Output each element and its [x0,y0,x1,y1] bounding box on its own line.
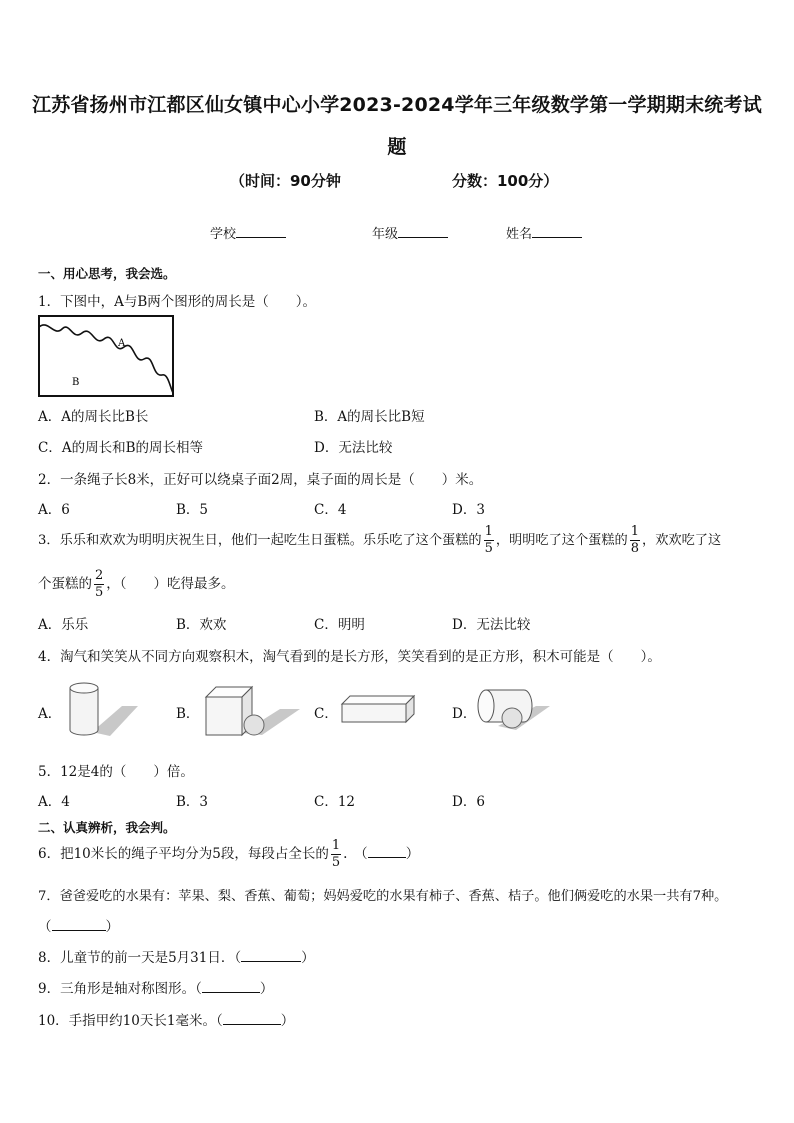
name-field[interactable] [506,223,582,242]
q1-option-b[interactable]: B．A的周长比B短 [314,409,425,425]
q3-stem-line-1 [38,524,721,557]
q5-option-a[interactable]: A．4 [38,794,70,810]
q3-fraction-1: $\frac{1}{5}$ [484,524,493,556]
q3-stem-d: 个蛋糕的 [38,576,92,592]
q1-option-d[interactable]: D．无法比较 [314,440,393,456]
q7-answer-blank[interactable] [52,918,106,931]
q4-cylinder-side-image [476,686,556,734]
q5-option-b[interactable]: B．3 [176,794,209,810]
q4-cube-image [200,683,300,739]
grade-label: 年级 [372,227,399,242]
title-line-2: 题 [387,136,407,158]
q4-cuboid-image [338,692,418,726]
q1-label-a: A [118,338,126,349]
q10-answer-blank[interactable] [223,1012,281,1025]
section-2-heading: 二、认真辨析，我会判。 [38,820,176,835]
q10-line [38,1009,294,1029]
q9-answer-blank[interactable] [202,980,260,993]
q8-stem: 8．儿童节的前一天是5月31日．（ [38,950,242,966]
q7-answer-line [38,915,119,935]
q8-answer-blank[interactable] [241,949,301,962]
q9-end: ） [259,981,274,997]
q3-stem-c: ，欢欢吃了这 [642,533,722,548]
q7-stem: 7．爸爸爱吃的水果有：苹果、梨、香蕉、葡萄；妈妈爱吃的水果有柿子、香蕉、桔子。他们俩爱吃的水果一共有7种。 [38,889,728,904]
q4-a-shadow [92,706,138,736]
title-line-1: 江苏省扬州市江都区仙女镇中心小学2023-2024学年三年级数学第一学期期末统考试 [32,94,762,116]
q3-fraction-3: $\frac{2}{5}$ [95,568,104,600]
exam-score: 分数：100分） [452,172,559,190]
q3-option-b[interactable]: B．欢欢 [176,617,227,633]
q10-stem: 10．手指甲约10天长1毫米。（ [38,1013,223,1029]
q6-fraction: $\frac{1}{5}$ [331,838,341,870]
q1-rectangle [39,316,173,396]
q4-cylinder-upright-image [62,680,142,738]
grade-blank[interactable] [398,224,448,238]
q2-option-c[interactable]: C．4 [314,502,347,518]
q8-end: ） [301,950,315,966]
q10-end: ） [280,1013,295,1029]
school-blank[interactable] [236,224,286,238]
q9-stem: 9．三角形是轴对称图形。（ [38,981,202,997]
q6-tail: . （ [343,846,368,862]
q2-stem: 2．一条绳子长8米，正好可以绕桌子面2周，桌子面的周长是（ ）米。 [38,472,483,488]
q5-option-d[interactable]: D．6 [452,794,485,810]
q6-end: ） [405,846,420,862]
q3-stem-a: 3．乐乐和欢欢为明明庆祝生日，他们一起吃生日蛋糕。乐乐吃了这个蛋糕的 [38,533,482,548]
q3-option-c[interactable]: C．明明 [314,617,365,633]
q3-option-a[interactable]: A．乐乐 [38,617,89,633]
section-1-heading: 一、用心思考，我会选。 [38,266,176,281]
q6-stem-line [38,838,419,871]
q1-option-a[interactable]: A．A的周长比B长 [38,409,149,425]
q4-stem: 4．淘气和笑笑从不同方向观察积木，淘气看到的是长方形，笑笑看到的是正方形，积木可能是（ ）。 [38,649,661,665]
q6-answer-blank[interactable] [368,845,406,858]
exam-time: （时间：90分钟 [230,172,341,190]
name-blank[interactable] [532,224,582,238]
q2-option-d[interactable]: D．3 [452,502,485,518]
grade-field[interactable] [372,223,448,242]
q2-option-a[interactable]: A．6 [38,502,70,518]
name-label: 姓名 [506,227,533,242]
q4-option-b[interactable]: B． [176,706,200,722]
q5-stem: 5．12是4的（ ）倍。 [38,764,194,780]
q4-option-a[interactable]: A． [38,706,62,722]
q3-stem-b: ，明明吃了这个蛋糕的 [495,533,628,548]
q1-stem: 1．下图中，A与B两个图形的周长是（ ）。 [38,294,317,310]
q8-line [38,946,315,966]
q3-stem-line-2 [38,568,235,601]
q1-figure [38,315,174,397]
q3-stem-e: ，（ ）吃得最多。 [106,576,235,592]
q1-label-b: B [72,377,80,388]
q3-fraction-2: $\frac{1}{8}$ [630,524,640,556]
q2-option-b[interactable]: B．5 [176,502,209,518]
q4-option-d[interactable]: D． [452,706,477,722]
q3-option-d[interactable]: D．无法比较 [452,617,531,633]
q6-stem: 6．把10米长的绳子平均分为5段，每段占全长的 [38,846,329,862]
q4-option-c[interactable]: C． [314,706,338,722]
q7-close: ） [105,919,119,935]
q1-option-c[interactable]: C．A的周长和B的周长相等 [38,440,203,456]
exam-title [30,84,764,168]
school-label: 学校 [210,227,237,242]
q7-open: （ [38,919,52,935]
q9-line [38,977,273,997]
q5-option-c[interactable]: C．12 [314,794,356,810]
school-field[interactable] [210,223,286,242]
